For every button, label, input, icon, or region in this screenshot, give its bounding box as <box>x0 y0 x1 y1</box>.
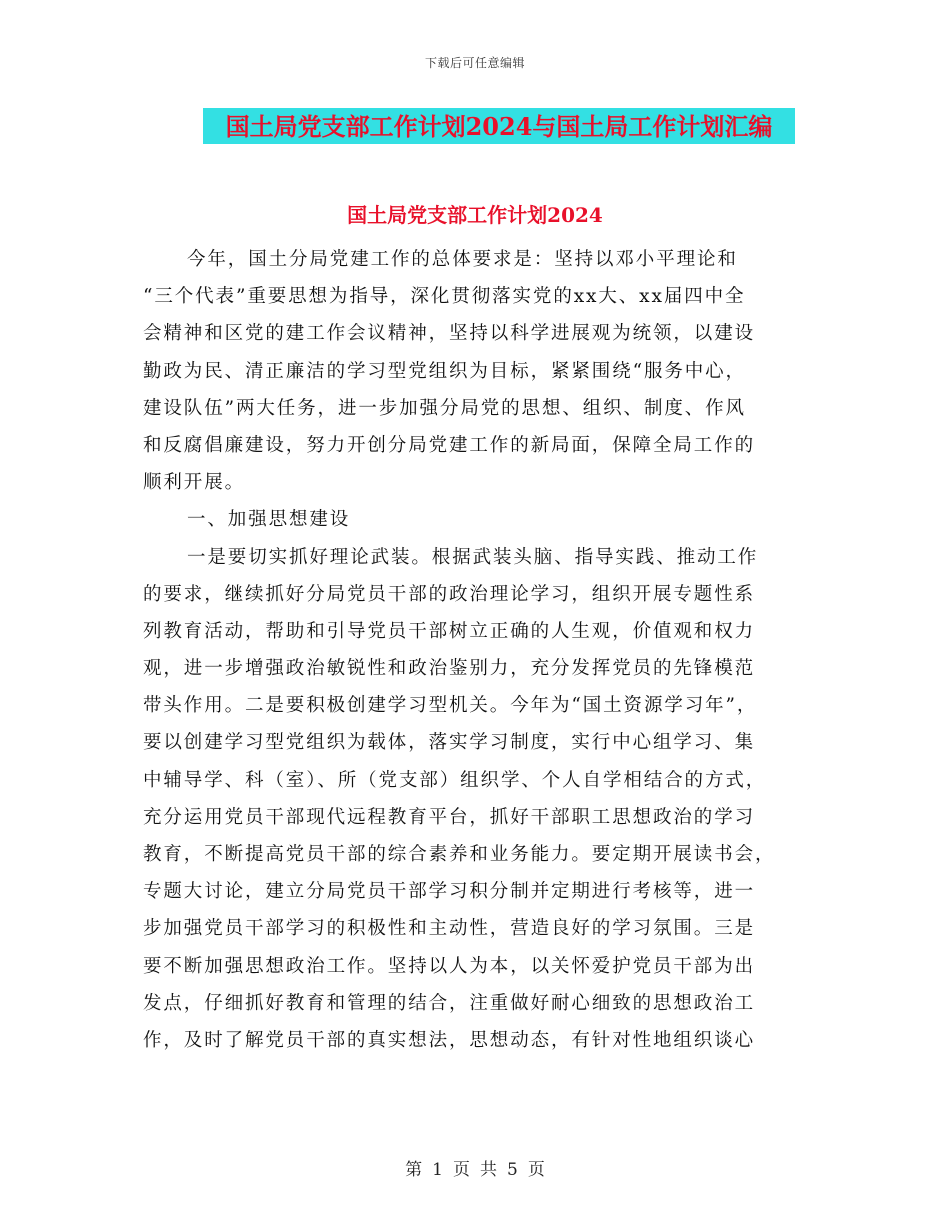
body-line: 带头作用。二是要积极创建学习型机关。今年为“国土资源学习年”， <box>143 695 758 717</box>
body-line: 观，进一步增强政治敏锐性和政治鉴别力，充分发挥党员的先锋模范 <box>143 658 756 680</box>
body-line: 充分运用党员干部现代远程教育平台，抓好干部职工思想政治的学习 <box>143 806 756 828</box>
footer-suffix: 页 <box>527 1160 545 1180</box>
body-line: 勤政为民、清正廉洁的学习型党组织为目标，紧紧围绕“服务中心， <box>143 360 746 382</box>
body-line: 要不断加强思想政治工作。坚持以人为本，以关怀爱护党员干部为出 <box>143 955 756 977</box>
body-line: 一是要切实抓好理论武装。根据武装头脑、指导实践、推动工作 <box>187 546 759 568</box>
footer-prefix: 第 <box>405 1160 423 1180</box>
body-line: 列教育活动，帮助和引导党员干部树立正确的人生观，价值观和权力 <box>143 620 756 642</box>
body-line: 一、加强思想建设 <box>187 509 351 531</box>
document-body <box>143 241 807 1059</box>
body-line: “三个代表”重要思想为指导，深化贯彻落实党的xx大、xx届四中全 <box>143 286 746 308</box>
section-title: 国土局党支部工作计划2024 <box>347 203 603 227</box>
header-note: 下载后可任意编辑 <box>424 56 525 70</box>
page-footer <box>0 1155 950 1180</box>
body-line: 步加强党员干部学习的积极性和主动性，营造良好的学习氛围。三是 <box>143 918 756 940</box>
footer-total-pages: 5 <box>507 1160 518 1180</box>
body-line: 建设队伍”两大任务，进一步加强分局党的思想、组织、制度、作风 <box>143 397 746 419</box>
footer-mid: 页 <box>453 1160 470 1180</box>
body-line: 会精神和区党的建工作会议精神，坚持以科学进展观为统领，以建设 <box>143 323 756 345</box>
body-line: 今年，国土分局党建工作的总体要求是：坚持以邓小平理论和 <box>187 249 738 270</box>
body-line: 和反腐倡廉建设，努力开创分局党建工作的新局面，保障全局工作的 <box>143 434 756 456</box>
body-line: 顺利开展。 <box>143 472 246 494</box>
body-line: 要以创建学习型党组织为载体，落实学习制度，实行中心组学习、集 <box>143 732 756 754</box>
footer-total-label: 共 <box>480 1160 497 1180</box>
body-line: 作，及时了解党员干部的真实想法，思想动态，有针对性地组织谈心 <box>143 1029 756 1051</box>
body-line: 中辅导学、科（室）、所（党支部）组织学、个人自学相结合的方式， <box>143 769 767 791</box>
body-line: 专题大讨论，建立分局党员干部学习积分制并定期进行考核等，进一 <box>143 881 756 903</box>
footer-page-number: 1 <box>432 1160 443 1180</box>
body-line: 发点，仔细抓好教育和管理的结合，注重做好耐心细致的思想政治工 <box>143 992 756 1014</box>
body-line: 教育，不断提高党员干部的综合素养和业务能力。要定期开展读书会， <box>143 844 776 865</box>
document-title: 国土局党支部工作计划2024与国土局工作计划汇编 <box>225 112 773 141</box>
body-line: 的要求，继续抓好分局党员干部的政治理论学习，组织开展专题性系 <box>143 583 756 605</box>
